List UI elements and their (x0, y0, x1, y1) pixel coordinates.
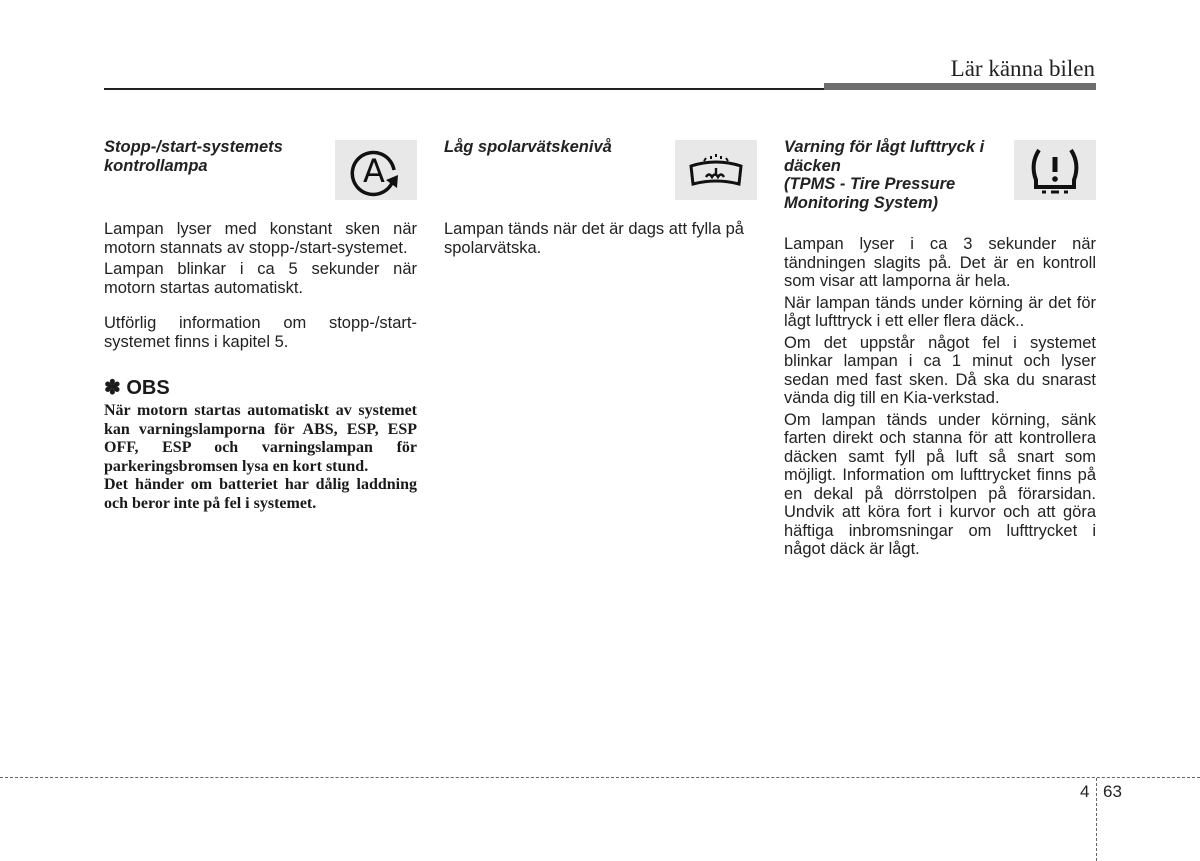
chapter-number: 4 (1080, 782, 1090, 801)
paragraph: Om det uppstår något fel i systemet blinkar lampan i ca 1 minut och lyser sedan med fast sken. Då ska du snarast vända dig till en Kia-verkstad. (784, 333, 1096, 407)
page-number: 63 (1103, 782, 1122, 801)
note-paragraph: När motorn startas automatiskt av systemet kan varningslamporna för ABS, ESP, ESP OFF, ESP och varningslampan för parkeringsbromsen lysa en kort stund. (104, 402, 417, 475)
column-washer-fluid (444, 138, 757, 257)
paragraph: Lampan lyser med konstant sken när motorn stannats av stopp-/start-systemet. (104, 220, 417, 257)
heading-line: däcken (784, 156, 841, 175)
note-title (104, 375, 417, 400)
header-rule (104, 88, 824, 90)
footer-rule (0, 777, 1200, 778)
column-tpms (784, 138, 1096, 559)
paragraph: När lampan tänds under körning är det för lågt lufttryck i ett eller flera däck.. (784, 293, 1096, 330)
washer-fluid-icon (675, 140, 757, 200)
header-rule-accent (824, 83, 1096, 90)
heading-line: Varning för lågt lufttryck i (784, 138, 985, 156)
svg-text:A: A (363, 152, 385, 190)
heading-line: Låg spolarvätskenivå (444, 138, 612, 156)
paragraph: Lampan lyser i ca 3 sekunder när tändningen slagits på. Det är en kontroll som visar att lamporna är hela. (784, 235, 1096, 290)
paragraph: Lampan tänds när det är dags att fylla på spolarvätska. (444, 220, 744, 257)
heading-tpms (784, 138, 1009, 212)
tire-pressure-warning-icon (1014, 140, 1096, 200)
footer-divider (1096, 778, 1097, 861)
auto-stop-start-icon (335, 140, 417, 200)
heading-line: Monitoring System) (784, 193, 939, 212)
note-title-text: OBS (126, 377, 170, 399)
paragraph: Lampan blinkar i ca 5 sekunder när motorn startas automatiskt. (104, 260, 417, 297)
column-stop-start (104, 138, 417, 513)
note-star-icon: ✽ (104, 377, 121, 399)
heading-line: (TPMS - Tire Pressure (784, 175, 956, 193)
heading-line: Stopp-/start-systemets (104, 138, 283, 156)
heading-line: kontrollampa (104, 156, 208, 175)
note-paragraph: Det händer om batteriet har dålig laddning och beror inte på fel i systemet. (104, 476, 417, 512)
section-title: Lär känna bilen (950, 56, 1095, 81)
paragraph: Om lampan tänds under körning, sänk farten direkt och stanna för att kontrollera däcken samt fyll på luft så snart som möjligt. Information om lufttrycket finns på en dekal på dörrstolpen på förarsidan. Undvik att köra fort i kurvor och att göra häftiga inbromsningar om lufttrycket i något däck är lågt. (784, 410, 1096, 558)
paragraph: Utförlig information om stopp-/start-systemet finns i kapitel 5. (104, 314, 417, 351)
